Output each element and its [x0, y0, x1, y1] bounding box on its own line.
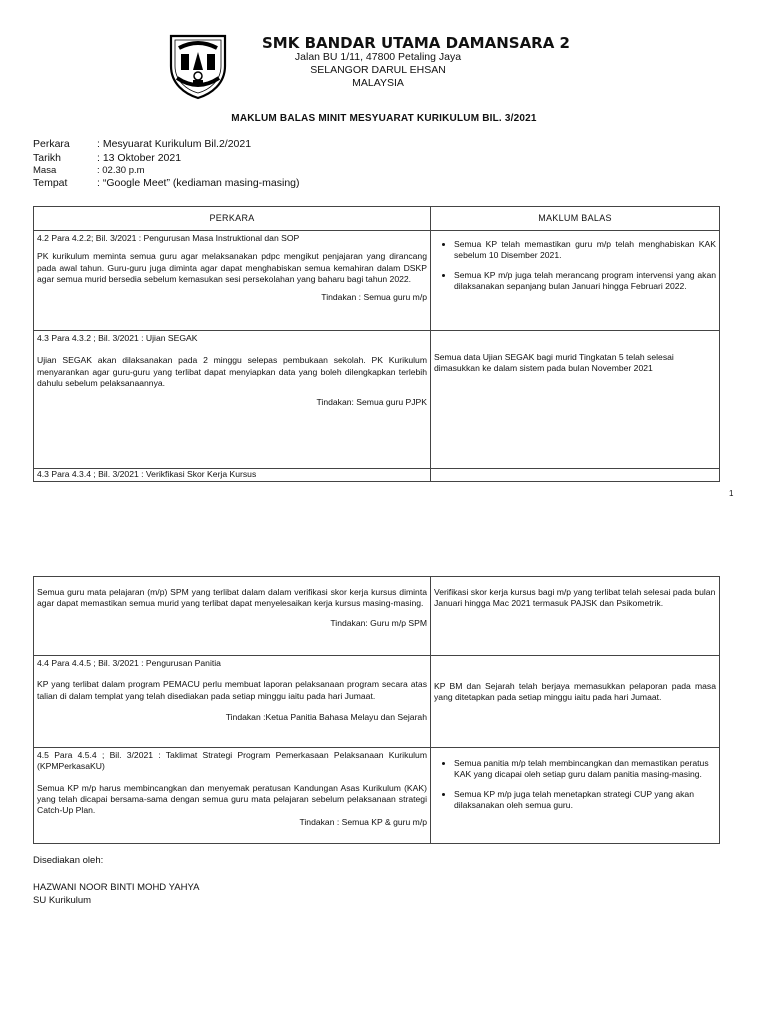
meta-perkara: Perkara : Mesyuarat Kurikulum Bil.2/2021	[33, 138, 252, 150]
feedback-bullet: • Semua KP telah memastikan guru m/p telah menghabiskan KAK sebelum 10 Disember 2021.	[454, 239, 716, 262]
item-action: Tindakan: Guru m/p SPM	[330, 617, 427, 628]
feedback-cell	[431, 469, 720, 482]
table-row	[34, 577, 720, 656]
table-row	[34, 748, 720, 844]
item-subject: 4.2 Para 4.2.2; Bil. 3/2021 : Pengurusan Masa Instruktional dan SOP	[37, 233, 300, 243]
item-body: Semua KP m/p harus membincangkan dan menyemak peratusan Kandungan Asas Kurikulum (KAK) yang telah dicapai bersama-sama dengan semua guru mata pelajaran sebelum pelaksanaan strategi Catch-Up Plan.	[37, 782, 427, 816]
item-action: Tindakan : Semua KP & guru m/p	[299, 816, 427, 827]
feedback-bullet: • Semua panitia m/p telah membincangkan dan memastikan peratus KAK yang dicapai oleh setiap guru dalam panitia masing-masing.	[454, 758, 716, 781]
table-row	[34, 469, 720, 482]
feedback-bullet: • Semua KP m/p juga telah menetapkan strategi CUP yang akan dilaksanakan oleh semua guru.	[454, 789, 716, 812]
header-perkara: PERKARA	[34, 207, 431, 231]
feedback-text: KP BM dan Sejarah telah berjaya memasukkan pelaporan pada masa yang ditetapkan pada setiap minggu iaitu pada hari Jumaat.	[434, 681, 716, 703]
school-name: SMK BANDAR UTAMA DAMANSARA 2	[262, 34, 570, 52]
item-action: Tindakan : Semua guru m/p	[321, 292, 427, 303]
document-title: MAKLUM BALAS MINIT MESYUARAT KURIKULUM BIL. 3/2021	[231, 113, 537, 124]
feedback-bullet: • Semua KP m/p juga telah merancang program intervensi yang akan dilaksanakan sepanjang bulan Januari hingga Februari 2022.	[454, 270, 716, 293]
minutes-table-page-1	[33, 206, 720, 482]
item-action: Tindakan: Semua guru PJPK	[316, 397, 427, 408]
address-line-3: MALAYSIA	[352, 77, 404, 89]
perkara-cell	[34, 748, 431, 844]
school-logo	[167, 34, 229, 100]
header-maklum-balas: MAKLUM BALAS	[431, 207, 720, 231]
perkara-cell	[34, 577, 431, 656]
preparer-role: SU Kurikulum	[33, 895, 92, 906]
item-subject: 4.4 Para 4.4.5 ; Bil. 3/2021 : Pengurusan Panitia	[37, 658, 221, 668]
meta-masa: Masa : 02.30 p.m	[33, 165, 145, 176]
feedback-cell	[431, 331, 720, 469]
perkara-cell	[34, 469, 431, 482]
item-subject: 4.3 Para 4.3.2 ; Bil. 3/2021 : Ujian SEGAK	[37, 333, 198, 343]
meta-tarikh: Tarikh : 13 Oktober 2021	[33, 152, 182, 164]
table-row	[34, 331, 720, 469]
perkara-cell	[34, 656, 431, 748]
item-body: Ujian SEGAK akan dilaksanakan pada 2 minggu selepas pembukaan sekolah. PK Kurikulum menyarankan agar guru-guru yang terlibat dapat menyiapkan data yang boleh dilengkapkan terlebih dahulu sebelum pelaksanaannya.	[37, 355, 427, 389]
feedback-text: Semua data Ujian SEGAK bagi murid Tingkatan 5 telah selesai dimasukkan ke dalam sistem pada bulan November 2021	[434, 352, 674, 374]
meta-tempat: Tempat : “Google Meet” (kediaman masing-masing)	[33, 177, 300, 189]
perkara-cell	[34, 331, 431, 469]
table-row	[34, 656, 720, 748]
perkara-cell	[34, 231, 431, 331]
feedback-cell	[431, 656, 720, 748]
item-body: PK kurikulum meminta semua guru agar melaksanakan pdpc mengikut penjajaran yang dirancang pada awal tahun. Guru-guru juga diminta agar dapat menghabiskan semua kemahiran dalam DSKP agar semua murid bersedia sebelum kemasukan sesi persekolahan yang baharu bagi tahun 2022.	[37, 251, 427, 285]
feedback-cell	[431, 748, 720, 844]
minutes-table-page-2	[33, 576, 720, 844]
feedback-cell	[431, 577, 720, 656]
table-row	[34, 231, 720, 331]
item-subject: 4.3 Para 4.3.4 ; Bil. 3/2021 : Verikfikasi Skor Kerja Kursus	[37, 469, 257, 479]
preparer-name: HAZWANI NOOR BINTI MOHD YAHYA	[33, 882, 200, 893]
item-action: Tindakan :Ketua Panitia Bahasa Melayu dan Sejarah	[225, 712, 427, 723]
item-subject: 4.5 Para 4.5.4 ; Bil. 3/2021 : Taklimat Strategi Program Pemerkasaan Pelaksanaan Kurikulum (KPMPerkasaKU)	[37, 750, 427, 772]
address-line-2: SELANGOR DARUL EHSAN	[310, 64, 446, 76]
feedback-text: Verifikasi skor kerja kursus bagi m/p yang terlibat telah selesai pada bulan Januari hingga Mac 2021 termasuk PAJSK dan Psikometrik.	[434, 587, 716, 609]
item-body: Semua guru mata pelajaran (m/p) SPM yang terlibat dalam dalam verifikasi skor kerja kursus diminta agar dapat memastikan semua murid yang terlibat dapat menyelesaikan kerja kursus masing-masing.	[37, 587, 427, 609]
prepared-by-label: Disediakan oleh:	[33, 855, 104, 866]
page-number: 1	[729, 489, 734, 498]
item-body: KP yang terlibat dalam program PEMACU perlu membuat laporan pelaksanaan program secara atas talian di dalam templat yang telah disediakan pada setiap minggu iaitu pada hari Jumaat.	[37, 679, 427, 701]
address-line-1: Jalan BU 1/11, 47800 Petaling Jaya	[294, 51, 462, 63]
feedback-cell	[431, 231, 720, 331]
